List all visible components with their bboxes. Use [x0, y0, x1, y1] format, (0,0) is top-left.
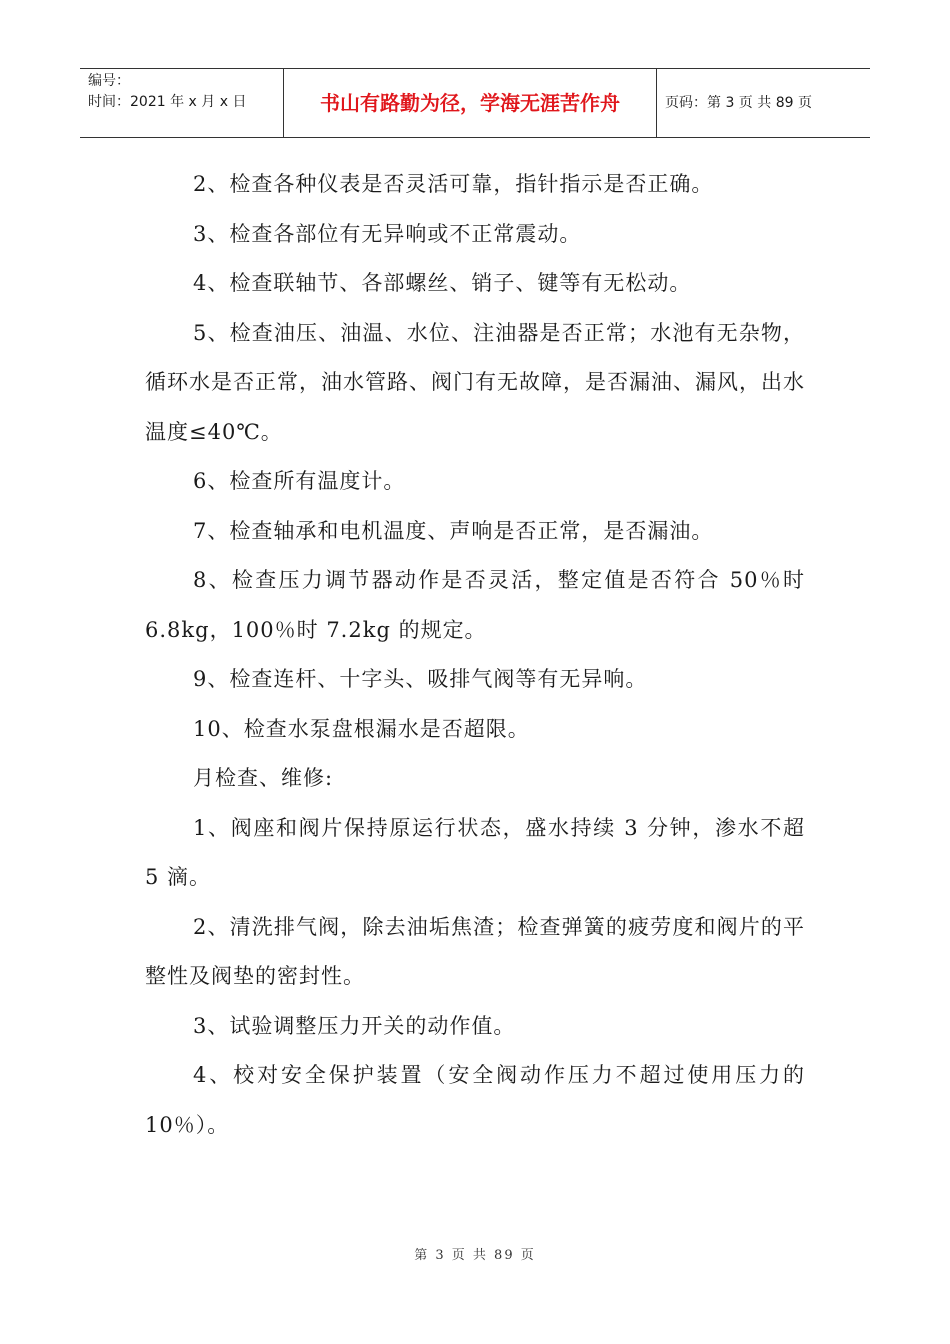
page-footer: 第 3 页 共 89 页: [414, 1248, 536, 1263]
paragraph: 1、阀座和阀片保持原运行状态，盛水持续 3 分钟，渗水不超 5 滴。: [145, 815, 805, 889]
paragraph: 4、校对安全保护装置（安全阀动作压力不超过使用压力的 10％）。: [145, 1063, 805, 1137]
paragraph: 2、检查各种仪表是否灵活可靠，指针指示是否正确。: [193, 172, 714, 196]
document-body: [145, 160, 805, 1150]
header-page-info: 页码：第 3 页 共 89 页: [665, 95, 812, 111]
header-left-cell: [80, 69, 283, 137]
paragraph: 3、检查各部位有无异响或不正常震动。: [193, 221, 582, 246]
paragraph: 3、试验调整压力开关的动作值。: [193, 1013, 516, 1038]
paragraph: 10、检查水泵盘根漏水是否超限。: [193, 716, 530, 741]
time-label: 时间：2021 年 x 月 x 日: [88, 94, 247, 110]
section-heading: 月检查、维修:: [193, 766, 334, 790]
number-label: 编号：: [88, 73, 130, 89]
paragraph: 4、检查联轴节、各部螺丝、销子、键等有无松动。: [193, 271, 692, 295]
paragraph: 5、检查油压、油温、水位、注油器是否正常；水池有无杂物，循环水是否正常，油水管路、阀门有无故障，是否漏油、漏风，出水温度≤40℃。: [145, 320, 805, 444]
paragraph: 8、检查压力调节器动作是否灵活，整定值是否符合 50％时 6.8kg，100％时 7.2kg 的规定。: [145, 568, 805, 642]
header-motto: 书山有路勤为径，学海无涯苦作舟: [283, 69, 657, 137]
page-header: [80, 68, 870, 138]
paragraph: 2、清洗排气阀，除去油垢焦渣；检查弹簧的疲劳度和阀片的平整性及阀垫的密封性。: [145, 914, 805, 988]
paragraph: 6、检查所有温度计。: [193, 469, 406, 493]
paragraph: 9、检查连杆、十字头、吸排气阀等有无异响。: [193, 667, 648, 691]
paragraph: 7、检查轴承和电机温度、声响是否正常，是否漏油。: [193, 518, 714, 543]
